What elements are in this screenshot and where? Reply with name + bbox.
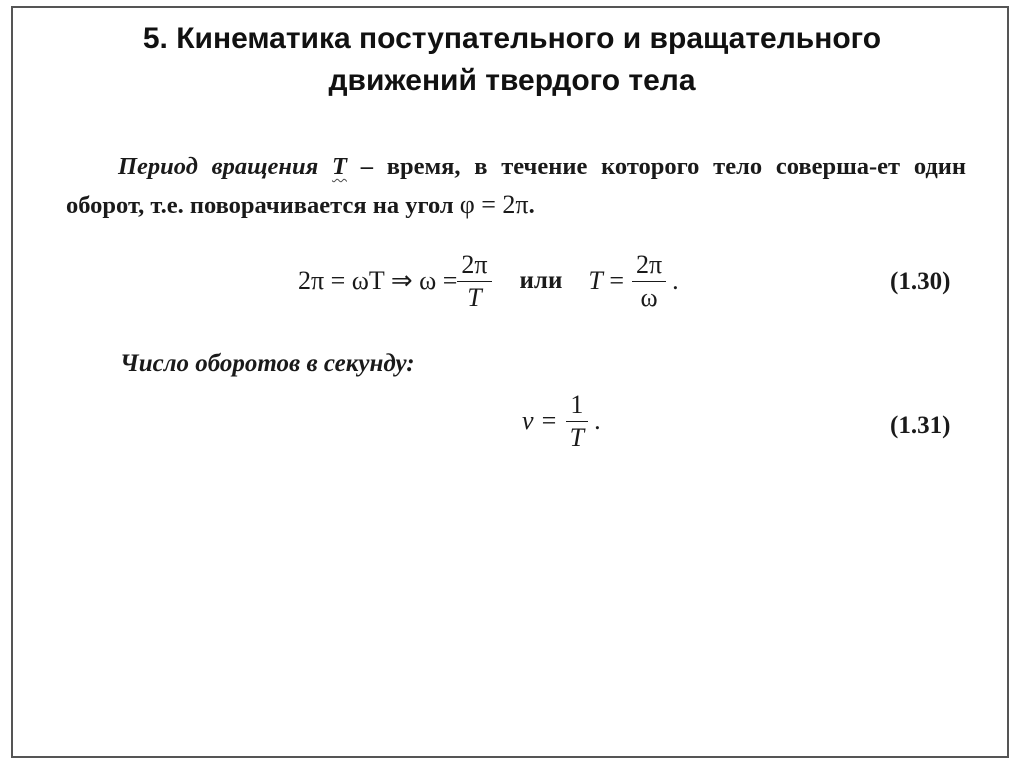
title-line-2: движений твердого тела (328, 64, 696, 97)
slide-frame (11, 6, 1009, 758)
period-term: Период вращения (118, 153, 319, 180)
revolutions-label: Число оборотов в секунду: (120, 350, 415, 377)
eq130-fraction-1 (457, 251, 491, 311)
eq130-connector: или (519, 267, 563, 294)
equation-1-31: ν = $\frac{1}{T}$ . (522, 390, 601, 452)
eq130-frac2-denominator: ω (640, 282, 658, 312)
eq130-frac1-numerator: 2π (457, 251, 491, 281)
period-symbol: T (331, 153, 347, 180)
equation-number-1-31: (1.31) (890, 412, 951, 439)
period-definition: Период вращения T – время, в течение которого тело соверша-ет один оборот, т.е. поворачивается на угол φ = 2π. (66, 153, 967, 219)
eq130-frac2-numerator: 2π (632, 251, 666, 281)
equation-number-1-30: (1.30) (890, 268, 951, 295)
eq130-frac1-denominator: T (467, 282, 482, 312)
period-text: – время, в течение которого тело соверша-ет один оборот, т.е. поворачивается на угол (66, 153, 967, 219)
eq131-denominator: T (569, 422, 585, 452)
eq130-fraction-2 (632, 251, 666, 311)
angle-formula: φ = 2π (459, 190, 529, 219)
eq131-fraction (566, 391, 588, 451)
eq130-rhs-lhs: T = (588, 266, 625, 295)
eq131-lhs: ν = (522, 406, 558, 435)
title-line-1: 5. Кинематика поступательного и вращательного (142, 22, 882, 55)
slide-title (40, 18, 984, 102)
eq130-lhs: 2π = ωT ⇒ ω = (298, 266, 458, 295)
eq131-numerator: 1 (566, 391, 588, 421)
equation-1-30: 2π = ωT ⇒ ω = $\frac{2\pi}{T}$ или T = $\frac{2\pi}{\omega}$ . (298, 250, 679, 312)
